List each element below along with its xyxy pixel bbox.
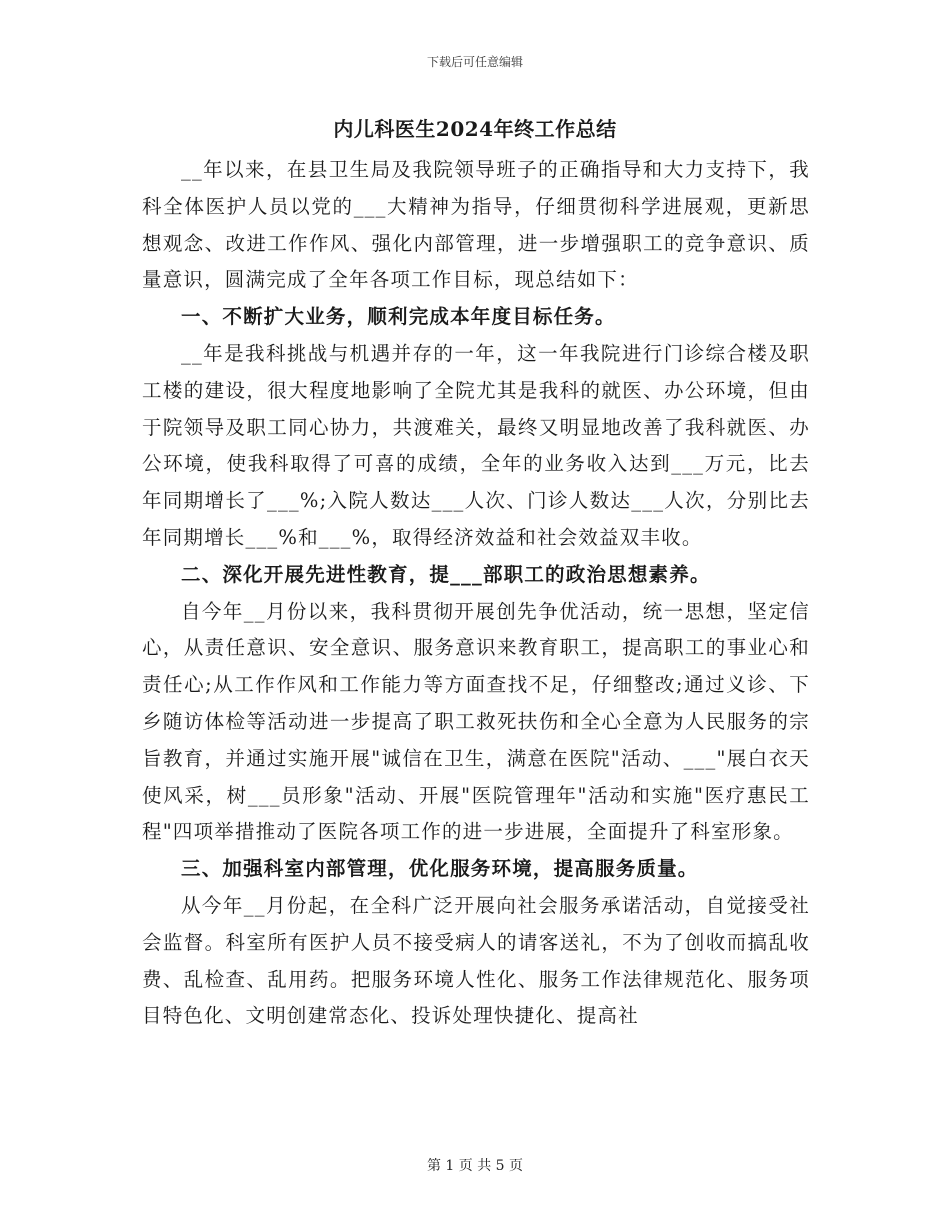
header-note: 下载后可任意编辑 xyxy=(426,55,523,69)
paragraph-section-3: 从今年__月份起，在全科广泛开展向社会服务承诺活动，自觉接受社会监督。科室所有医护人员不接受病人的请客送礼，不为了创收而搞乱收费、乱检查、乱用药。把服务环境人性化、服务工作法律规范化、服务项目特色化、文明创建常态化、投诉处理快捷化、提高社 xyxy=(142,893,810,1028)
paragraph-section-2: 自今年__月份以来，我科贯彻开展创先争优活动，统一思想，坚定信心，从责任意识、安全意识、服务意识来教育职工，提高职工的事业心和责任心;从工作作风和工作能力等方面查找不足，仔细整改;通过义诊、下乡随访体检等活动进一步提高了职工救死扶伤和全心全意为人民服务的宗旨教育，并通过实施开展"诚信在卫生，满意在医院"活动、___"展白衣天使风采，树___员形象"活动、开展"医院管理年"活动和实施"医疗惠民工程"四项举措推动了医院各项工作的进一步进展，全面提升了科室形象。 xyxy=(142,599,810,844)
paragraph-intro: __年以来，在县卫生局及我院领导班子的正确指导和大力支持下，我科全体医护人员以党的___大精神为指导，仔细贯彻科学进展观，更新思想观念、改进工作作风、强化内部管理，进一步增强职工的竞争意识、质量意识，圆满完成了全年各项工作目标，现总结如下： xyxy=(142,158,810,292)
document-title: 内儿科医生2024年终工作总结 xyxy=(333,117,617,141)
paragraph-section-1: __年是我科挑战与机遇并存的一年，这一年我院进行门诊综合楼及职工楼的建设，很大程度地影响了全院尤其是我科的就医、办公环境，但由于院领导及职工同心协力，共渡难关，最终又明显地改善了我科就医、办公环境，使我科取得了可喜的成绩，全年的业务收入达到___万元，比去年同期增长了___%;入院人数达___人次、门诊人数达___人次，分别比去年同期增长___%和___%，取得经济效益和社会效益双丰收。 xyxy=(142,341,810,549)
document-body xyxy=(142,152,810,1035)
page-number: 第 1 页 共 5 页 xyxy=(426,1158,524,1174)
section-heading-3: 三、加强科室内部管理，优化服务环境，提高服务质量。 xyxy=(181,857,699,881)
section-heading-2: 二、深化开展先进性教育，提___部职工的政治思想素养。 xyxy=(181,562,711,586)
section-heading-1: 一、不断扩大业务，顺利完成本年度目标任务。 xyxy=(181,305,616,329)
